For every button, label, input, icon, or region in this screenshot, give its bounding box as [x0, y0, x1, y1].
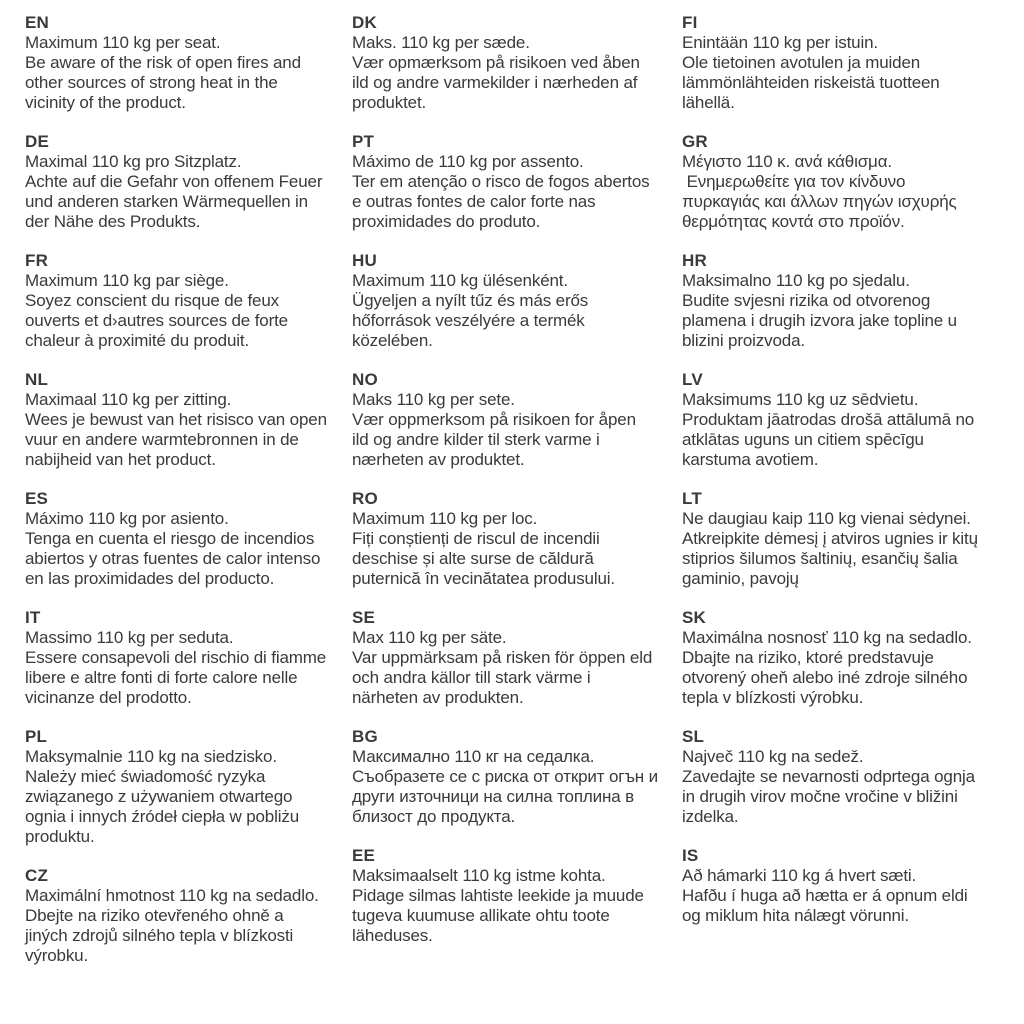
language-block-se — [352, 608, 682, 708]
language-code: GR — [682, 132, 708, 151]
language-code: EN — [25, 13, 50, 32]
warning-text-line: Maximum 110 kg par siège. — [25, 271, 229, 290]
warning-text-line: близост до продукта. — [352, 807, 516, 826]
warning-text-line: Ügyeljen a nyílt tűz és más erős — [352, 291, 589, 310]
warning-text-line: produktet. — [352, 93, 427, 112]
warning-text-line: Produktam jāatrodas drošā attālumā no — [682, 410, 975, 429]
language-code: IS — [682, 846, 699, 865]
warning-text-line: Maximal 110 kg pro Sitzplatz. — [25, 152, 242, 171]
warning-text-line: vicinity of the product. — [25, 93, 186, 112]
language-code: FR — [25, 251, 49, 270]
warning-text-line: nabijheid van het product. — [25, 450, 216, 469]
warning-text-line: Maksimums 110 kg uz sēdvietu. — [682, 390, 919, 409]
warning-text-line: Tenga en cuenta el riesgo de incendios — [25, 529, 315, 548]
warning-text-line: stiprios šilumos šaltinių, esančių šalia — [682, 549, 958, 568]
language-block-gr — [682, 132, 1024, 232]
warning-text-line: Vær oppmerksom på risikoen for åpen — [352, 410, 636, 429]
warning-text-line: lähellä. — [682, 93, 735, 112]
language-block-sk — [682, 608, 1024, 708]
warning-text-line: in drugih virov močne vročine v bližini — [682, 787, 958, 806]
warning-text-line: Максимално 110 кг на седалка. — [352, 747, 595, 766]
warning-text-line: plamena i drugih izvora jake topline u — [682, 311, 957, 330]
warning-text-line: Wees je bewust van het risisco van open — [25, 410, 327, 429]
language-block-is — [682, 846, 1024, 926]
warning-text-line: jiných zdrojů silného tepla v blízkosti — [25, 926, 294, 945]
warning-text-line: Maximum 110 kg per seat. — [25, 33, 221, 52]
language-column-2 — [352, 13, 682, 985]
language-code: SK — [682, 608, 707, 627]
warning-text-line: związanego z używaniem otwartego — [25, 787, 293, 806]
warning-text-line: hőforrások veszélyére a termék — [352, 311, 585, 330]
warning-text-line: vuur en andere warmtebronnen in de — [25, 430, 299, 449]
language-code: PL — [25, 727, 48, 746]
warning-text-line: Fiți conștienți de riscul de incendii — [352, 529, 600, 548]
warning-text-line: Pidage silmas lahtiste leekide ja muude — [352, 886, 644, 905]
warning-text-line: Dbajte na riziko, ktoré predstavuje — [682, 648, 934, 667]
warning-text-line: Največ 110 kg na sedež. — [682, 747, 864, 766]
warning-text-line: karstuma avotiem. — [682, 450, 819, 469]
warning-text-line: Máximo 110 kg por asiento. — [25, 509, 229, 528]
warning-text-line: e outras fontes de calor forte nas — [352, 192, 596, 211]
language-code: LT — [682, 489, 702, 508]
language-block-pt — [352, 132, 682, 232]
warning-text-line: ild og andre kilder til sterk varme i — [352, 430, 600, 449]
warning-text-line: Ενημερωθείτε για τον κίνδυνο — [682, 172, 906, 191]
language-code: FI — [682, 13, 698, 32]
warning-text-line: Ter em atenção o risco de fogos abertos — [352, 172, 650, 191]
warning-text-line: Maksimalno 110 kg po sjedalu. — [682, 271, 910, 290]
language-block-en — [25, 13, 352, 113]
language-column-3 — [682, 13, 1024, 985]
warning-text-line: izdelka. — [682, 807, 739, 826]
warning-text-line: proximidades do produto. — [352, 212, 541, 231]
language-code: SE — [352, 608, 376, 627]
language-code: DE — [25, 132, 50, 151]
warning-text-line: Ole tietoinen avotulen ja muiden — [682, 53, 921, 72]
warning-text-line: Að hámarki 110 kg á hvert sæti. — [682, 866, 917, 885]
warning-text-line: chaleur à proximité du produit. — [25, 331, 250, 350]
warning-text-line: der Nähe des Produkts. — [25, 212, 201, 231]
warning-text-line: ouverts et d›autres sources de forte — [25, 311, 288, 330]
language-code: CZ — [25, 866, 49, 885]
warning-text-line: puternică în vecinătatea produsului. — [352, 569, 615, 588]
warning-text-line: tepla v blízkosti výrobku. — [682, 688, 864, 707]
warning-text-line: atklātas uguns un citiem spēcīgu — [682, 430, 924, 449]
warning-text-line: výrobku. — [25, 946, 89, 965]
language-block-bg — [352, 727, 682, 827]
warning-text-line: Budite svjesni rizika od otvorenog — [682, 291, 931, 310]
warning-text-line: ognia i innych źródeł ciepła w pobliżu — [25, 807, 300, 826]
warning-text-line: Maximum 110 kg ülésenként. — [352, 271, 568, 290]
warning-text-line: Maximálna nosnosť 110 kg na sedadlo. — [682, 628, 972, 647]
language-block-hr — [682, 251, 1024, 351]
warning-text-line: Maximum 110 kg per loc. — [352, 509, 538, 528]
language-block-hu — [352, 251, 682, 351]
warning-text-line: Zavedajte se nevarnosti odprtega ognja — [682, 767, 975, 786]
warning-text-line: други източници на силна топлина в — [352, 787, 634, 806]
warning-text-line: Hafðu í huga að hætta er á opnum eldi — [682, 886, 968, 905]
warning-text-line: Max 110 kg per säte. — [352, 628, 507, 647]
warning-text-line: nærheten av produktet. — [352, 450, 525, 469]
warning-text-line: Essere consapevoli del rischio di fiamme — [25, 648, 327, 667]
warning-text-line: lämmönlähteiden riskeistä tuotteen — [682, 73, 940, 92]
warning-text-line: produktu. — [25, 827, 95, 846]
warning-text-line: θερμότητας κοντά στο προϊόν. — [682, 212, 905, 231]
language-code: PT — [352, 132, 375, 151]
warning-text-line: deschise și alte surse de căldură — [352, 549, 594, 568]
language-block-cz — [25, 866, 352, 966]
warning-text-line: tugeva kuumuse allikate ohtu toote — [352, 906, 610, 925]
warning-text-line: Massimo 110 kg per seduta. — [25, 628, 234, 647]
warning-text-line: Be aware of the risk of open fires and — [25, 53, 301, 72]
language-block-sl — [682, 727, 1024, 827]
warning-text-line: Maximální hmotnost 110 kg na sedadlo. — [25, 886, 319, 905]
warning-text-line: gaminio, pavojų — [682, 569, 799, 588]
warning-text-line: Enintään 110 kg per istuin. — [682, 33, 878, 52]
warning-text-line: other sources of strong heat in the — [25, 73, 278, 92]
warning-text-line: Maks 110 kg per sete. — [352, 390, 515, 409]
language-code: NO — [352, 370, 378, 389]
warning-text-line: abiertos y otras fuentes de calor intenso — [25, 549, 321, 568]
language-block-no — [352, 370, 682, 470]
language-block-fi — [682, 13, 1024, 113]
language-block-ee — [352, 846, 682, 946]
warning-text-line: Maks. 110 kg per sæde. — [352, 33, 530, 52]
language-block-lt — [682, 489, 1024, 589]
language-block-ro — [352, 489, 682, 589]
warning-text-line: und anderen starken Wärmequellen in — [25, 192, 308, 211]
warning-text-line: en las proximidades del producto. — [25, 569, 275, 588]
warning-text-line: Vær opmærksom på risikoen ved åben — [352, 53, 640, 72]
warning-text-line: og miklum hita nálægt vörunni. — [682, 906, 910, 925]
language-block-lv — [682, 370, 1024, 470]
language-code: SL — [682, 727, 705, 746]
language-block-es — [25, 489, 352, 589]
language-block-fr — [25, 251, 352, 351]
warning-text-line: közelében. — [352, 331, 433, 350]
warning-text-line: Maksimaalselt 110 kg istme kohta. — [352, 866, 606, 885]
warning-text-line: ild og andre varmekilder i nærheden af — [352, 73, 638, 92]
warning-text-line: Var uppmärksam på risken för öppen eld — [352, 648, 653, 667]
warning-text-line: Dbejte na riziko otevřeného ohně a — [25, 906, 284, 925]
language-column-1 — [25, 13, 352, 985]
language-code: EE — [352, 846, 376, 865]
language-block-de — [25, 132, 352, 232]
warning-text-line: Soyez conscient du risque de feux — [25, 291, 279, 310]
warning-text-line: libere e altre fonti di forte calore nelle — [25, 668, 298, 687]
warning-text-line: närheten av produkten. — [352, 688, 524, 707]
language-code: HU — [352, 251, 377, 270]
language-code: HR — [682, 251, 707, 270]
language-code: RO — [352, 489, 378, 508]
language-block-it — [25, 608, 352, 708]
warning-text-line: Ne daugiau kaip 110 kg vienai sėdynei. — [682, 509, 971, 528]
warning-text-line: läheduses. — [352, 926, 433, 945]
warning-text-line: Atkreipkite dėmesį į atviros ugnies ir kitų — [682, 529, 978, 548]
warning-text-line: Μέγιστο 110 κ. ανά κάθισμα. — [682, 152, 892, 171]
warning-text-line: Należy mieć świadomość ryzyka — [25, 767, 266, 786]
warning-text-line: πυρκαγιάς και άλλων πηγών ισχυρής — [682, 192, 957, 211]
language-code: BG — [352, 727, 378, 746]
warning-text-line: Maksymalnie 110 kg na siedzisko. — [25, 747, 277, 766]
warning-text-line: blizini proizvoda. — [682, 331, 805, 350]
language-block-pl — [25, 727, 352, 847]
warning-text-line: och andra källor till stark värme i — [352, 668, 591, 687]
warning-text-line: Máximo de 110 kg por assento. — [352, 152, 584, 171]
language-code: NL — [25, 370, 49, 389]
language-code: DK — [352, 13, 377, 32]
warning-text-line: otvorený oheň alebo iné zdroje silného — [682, 668, 968, 687]
warning-text-line: vicinanze del prodotto. — [25, 688, 192, 707]
language-code: LV — [682, 370, 703, 389]
warning-text-line: Maximaal 110 kg per zitting. — [25, 390, 232, 409]
warning-text-line: Съобразете се с риска от открит огън и — [352, 767, 658, 786]
language-code: IT — [25, 608, 41, 627]
language-block-nl — [25, 370, 352, 470]
language-block-dk — [352, 13, 682, 113]
warning-text-line: Achte auf die Gefahr von offenem Feuer — [25, 172, 323, 191]
language-code: ES — [25, 489, 49, 508]
